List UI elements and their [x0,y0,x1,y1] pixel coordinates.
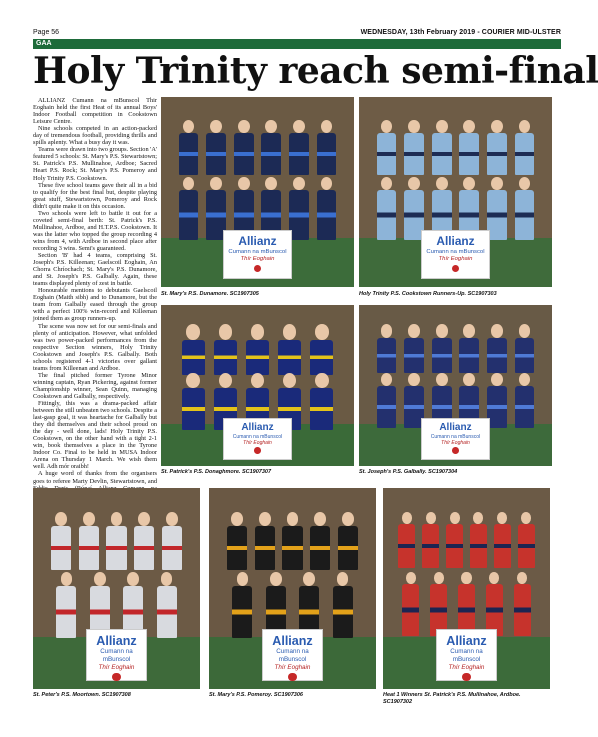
player-jersey [515,133,535,175]
sponsor-banner [421,230,490,279]
player-head [265,177,277,190]
player-head [270,572,282,585]
player-jersey [182,340,205,375]
player-jersey [106,526,126,570]
player-jersey [515,338,535,373]
player-jersey [234,133,254,175]
team-photo-galbally [359,305,552,466]
team-photo-holy-trinity [359,97,552,287]
player-head [491,373,503,386]
sponsor-subtitle-2: Thír Eoghain [274,664,311,672]
player-head [238,120,250,133]
player-head [55,512,67,525]
player-head [138,512,150,525]
player-jersey [206,133,226,175]
player-jersey [398,524,415,568]
player-head [463,373,475,386]
player-head [463,120,475,133]
sponsor-banner [223,418,292,460]
section-bar [33,39,561,49]
sponsor-brand: Allianz [436,233,475,248]
player-head [521,512,531,524]
player-jersey [487,338,507,373]
player-head [94,572,106,585]
player-jersey [310,388,333,430]
player-jersey [459,338,479,373]
player-head [61,572,73,585]
player-head [231,512,243,525]
player-head [315,373,329,389]
page-header [33,27,561,37]
player-jersey [261,133,281,175]
player-jersey [518,524,535,568]
crest-icon [452,265,460,273]
player-head [219,324,233,340]
player-jersey [182,388,205,430]
sponsor-brand: Allianz [241,422,274,434]
player-jersey [179,133,199,175]
team-photo-donaghmore [161,305,354,466]
player-head [463,324,475,337]
sponsor-subtitle-2: Thír Eoghain [98,664,135,672]
player-head [83,512,95,525]
crest-icon [254,447,261,454]
player-jersey [422,524,439,568]
player-head [497,512,507,524]
player-jersey [289,133,309,175]
player-jersey [338,526,358,570]
player-jersey [487,133,507,175]
player-head [166,512,178,525]
player-head [315,324,329,340]
player-jersey [459,133,479,175]
player-jersey [404,338,424,373]
player-jersey [134,526,154,570]
team-photo-dunamore [161,97,354,287]
sponsor-subtitle: Cumann na mBunscol [100,648,133,664]
player-head [408,177,420,190]
article-paragraph: Honourable mentions to debutants Gaelscoil Eoghain (Maith sibh) and to Dunamore, but the team from Galbally eased through the group with a perfect 100% win-record and Killeenan joined them as group runners-up. [33,287,157,323]
player-head [461,572,471,584]
player-jersey [162,526,182,570]
player-jersey [232,586,252,638]
player-jersey [179,190,199,239]
player-jersey [79,526,99,570]
player-head [408,120,420,133]
player-jersey [404,133,424,175]
player-head [436,177,448,190]
player-jersey [214,340,237,375]
player-jersey [246,340,269,375]
player-jersey [377,338,397,373]
team-photo-moortown [33,488,200,689]
player-jersey [377,133,397,175]
player-head [219,373,233,389]
sponsor-brand: Allianz [96,633,137,648]
sponsor-subtitle: Cumann na mBunscol [450,648,483,664]
player-head [402,512,412,524]
player-head [436,324,448,337]
sponsor-subtitle: Cumann na mBunscol [232,433,283,440]
sponsor-brand: Allianz [439,422,472,434]
article-paragraph: These five school teams gave their all in a bid to qualify for the best final but, despite playing great stuff, Stewartstown, Pomeroy and Rock didn't quite make it on this occasion. [33,181,157,210]
player-head [519,373,531,386]
player-jersey [227,526,247,570]
photo-caption: Heat 1 Winners St. Patrick's P.S. Mullinahoe, Ardboe. SC1907302 [383,692,521,705]
player-head [210,120,222,133]
photo-caption: Holy Trinity P.S. Cookstown Runners-Up. SC1907303 [359,291,497,297]
sponsor-subtitle: Cumann na mBunscol [228,248,287,255]
player-head [463,177,475,190]
photo-caption: St. Patrick's P.S. Donaghmore. SC1907307 [161,469,272,475]
sponsor-brand: Allianz [238,233,277,248]
article-paragraph: The scene was now set for our semi-finals and plenty of anticipation. However, what unfolded was two power-packed performances from the respective Section winners, Holy Trinity Cookstown and Joseph's P.S. Galbally. Both schools registered 4-1 victories over gallant teams from Killeenan and Ardboe. [33,322,157,372]
player-jersey [402,584,419,636]
player-head [342,512,354,525]
sponsor-subtitle-2: Thír Eoghain [448,664,485,672]
crest-icon [462,673,470,681]
sponsor-banner [421,418,490,460]
player-head [111,512,123,525]
player-head [408,324,420,337]
sponsor-brand: Allianz [446,633,487,648]
crest-icon [112,673,120,681]
player-jersey [310,526,330,570]
player-head [293,120,305,133]
player-head [491,324,503,337]
photo-caption: St. Mary's P.S. Dunamore. SC1907305 [161,291,259,297]
player-jersey [51,526,71,570]
player-jersey [282,526,302,570]
article-paragraph: Nine schools competed in an action-packed day of tremendous football, providing thrills and spills aplenty. What a busy day it was. [33,125,157,147]
player-jersey [432,133,452,175]
sponsor-subtitle-2: Thír Eoghain [243,440,272,447]
sponsor-subtitle-2: Thír Eoghain [240,256,275,263]
player-head [406,572,416,584]
player-head [314,512,326,525]
player-jersey [317,133,337,175]
sponsor-banner [436,629,496,681]
player-head [293,177,305,190]
player-head [127,572,139,585]
player-jersey [56,586,76,638]
dateline: WEDNESDAY, 13th February 2019 - COURIER MID-ULSTER [360,28,561,36]
player-jersey [446,524,463,568]
player-head [491,120,503,133]
player-head [186,373,200,389]
player-head [408,373,420,386]
player-jersey [515,190,535,239]
player-head [238,177,250,190]
player-jersey [333,586,353,638]
sponsor-banner [262,629,322,681]
player-jersey [255,526,275,570]
player-jersey [515,386,535,428]
page-number: Page 56 [33,28,60,36]
article-paragraph: Teams were drawn into two groups. Section 'A' featured 5 schools: St. Mary's P.S. Stewartstown; St. Patrick's P.S. Mullinahoe, Ardboe; Sacred Heart P.S. Rock; St. Mary's P.S. Pomeroy and Holy Trinity P.S. Cookstown. [33,146,157,182]
player-head [434,572,444,584]
photo-caption: St. Joseph's P.S. Galbally. SC1907304 [359,469,458,475]
player-head [186,324,200,340]
player-head [251,324,265,340]
team-photo-pomeroy [209,488,376,689]
photo-caption: St. Peter's P.S. Moortown. SC1907308 [33,692,131,698]
player-head [519,324,531,337]
sponsor-subtitle: Cumann na mBunscol [276,648,309,664]
player-head [303,572,315,585]
player-jersey [494,524,511,568]
player-head [491,177,503,190]
team-photo-mullinahoe [383,488,550,689]
player-head [265,120,277,133]
article-paragraph: The final pitched former Tyrone Minor winning captain, Ryan Pickering, against former Championship winner, Sean Quinn, managing Cookstown and Galbally, respectively. [33,371,157,400]
player-head [210,177,222,190]
player-head [381,324,393,337]
player-head [436,373,448,386]
sponsor-subtitle-2: Thír Eoghain [441,440,470,447]
sponsor-subtitle: Cumann na mBunscol [430,433,481,440]
article-body [33,97,157,485]
player-jersey [157,586,177,638]
sponsor-subtitle: Cumann na mBunscol [426,248,485,255]
player-head [259,512,271,525]
crest-icon [452,447,459,454]
article-paragraph: ALLIANZ Cumann na mBunscol Thir Eoghain held the first Heat of its annual Boys' Indoor Football competition in Cookstown Leisure Centre. [33,97,157,126]
player-jersey [310,340,333,375]
player-jersey [432,338,452,373]
player-jersey [377,190,397,239]
crest-icon [254,265,262,273]
sponsor-subtitle-2: Thír Eoghain [438,256,473,263]
section-label: GAA [33,39,56,49]
article-paragraph: Fittingly, this was a drama-packed affair between the still unbeaten two schools. Despite a last-gasp goal, it was heartache for Galbally but they did themselves and their school proud on the day - well done, lads! Holy Trinity P.S. Cookstown, on the other hand with a tight 2-1 win, book themselves a place in the Tyrone Indoor Co. Final to be held in MUSA Indoor Arena on Thursday 1 March. We wish them well. Adh mór oraibh! [33,400,157,471]
player-jersey [278,340,301,375]
article-paragraph: Section 'B' had 4 teams, comprising St. Joseph's P.S. Killeenan; Gaelscoil Eoghain, An Chorra Chríochach; St. Mary's P.S. Dunamore, and St. Joseph's P.S. Galbally. Again, these teams displayed plenty of zest in battle. [33,252,157,288]
photo-caption: St. Mary's P.S. Pomeroy. SC1907306 [209,692,303,698]
player-head [436,120,448,133]
player-jersey [377,386,397,428]
article-paragraph: Two schools were left to battle it out for a coveted semi-final berth: St. Patrick's P.S. Mullinahoe, Ardboe, and H.T.P.S. Cookstown. It was the latter who topped the group recording 4 wins from 4, with Ardboe in second place after recording 3 wins. Semi's guaranteed. [33,209,157,252]
crest-icon [288,673,296,681]
player-head [450,512,460,524]
headline: Holy Trinity reach semi-final [33,50,598,92]
player-jersey [317,190,337,239]
player-head [426,512,436,524]
player-jersey [514,584,531,636]
player-jersey [470,524,487,568]
sponsor-banner [86,629,146,681]
player-head [237,572,249,585]
sponsor-brand: Allianz [272,633,313,648]
sponsor-banner [223,230,292,279]
player-head [287,512,299,525]
article-paragraph: A huge word of thanks from the organisers goes to referee Marty Devlin, Stewartstown, and [33,470,157,485]
